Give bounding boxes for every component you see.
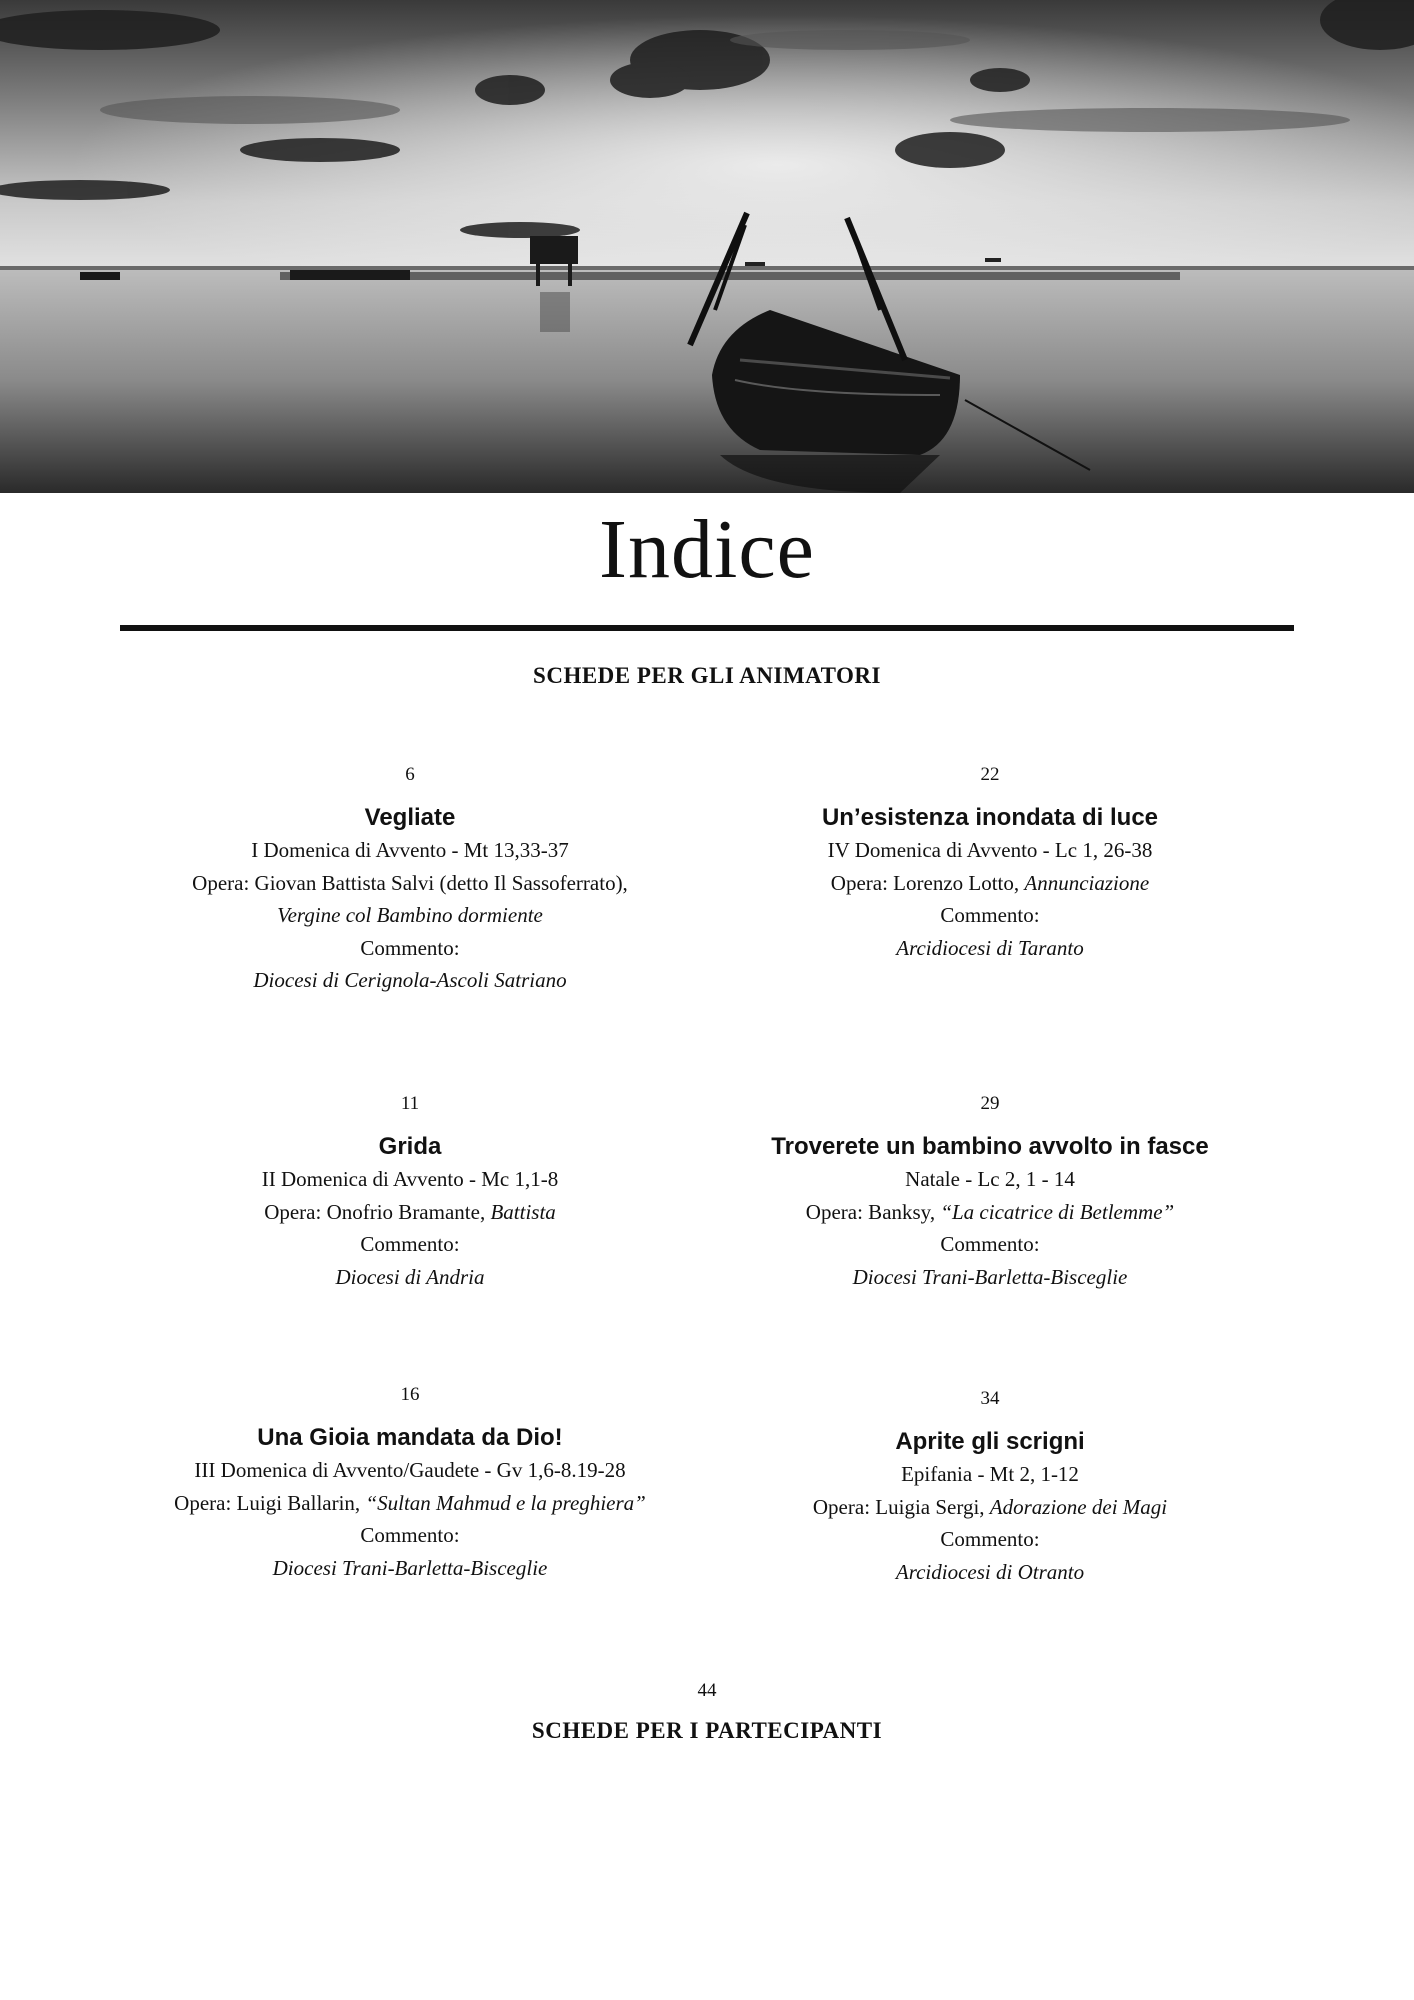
entry-title: Troverete un bambino avvolto in fasce — [771, 1133, 1209, 1160]
entry-reading: II Domenica di Avvento - Mc 1,1-8 — [261, 1167, 559, 1191]
footer-page-number: 44 — [697, 1680, 717, 1701]
entry-page-number: 29 — [980, 1093, 1000, 1114]
entry-work-prefix: Opera: Giovan Battista Salvi (detto Il Sassoferrato), — [192, 870, 628, 895]
entry-comment-label: Commento: — [360, 1232, 460, 1256]
entry-work-prefix: Opera: Luigi Ballarin, — [174, 1490, 366, 1515]
toc-entry[interactable] — [670, 1384, 1310, 1588]
title-divider — [120, 625, 1294, 631]
entry-title: Grida — [378, 1133, 442, 1160]
entry-work — [670, 1491, 1310, 1524]
seascape-illustration — [0, 0, 1414, 493]
entry-reading: Epifania - Mt 2, 1-12 — [901, 1462, 1079, 1486]
entry-comment-by: Diocesi di Andria — [335, 1264, 485, 1289]
entry-work — [90, 1196, 730, 1229]
toc-entry[interactable] — [670, 1089, 1310, 1293]
entry-reading: IV Domenica di Avvento - Lc 1, 26-38 — [827, 838, 1153, 862]
entry-work-prefix: Opera: Onofrio Bramante, — [264, 1199, 491, 1224]
entry-work — [670, 1196, 1310, 1229]
entry-page-number: 16 — [400, 1384, 420, 1405]
entry-comment-label: Commento: — [940, 903, 1040, 927]
entry-comment-by: Diocesi Trani-Barletta-Bisceglie — [852, 1264, 1128, 1289]
entry-reading: Natale - Lc 2, 1 - 14 — [905, 1167, 1075, 1191]
entry-title: Un’esistenza inondata di luce — [821, 804, 1159, 831]
entry-work — [90, 1487, 730, 1520]
entry-work-title: Adorazione dei Magi — [989, 1494, 1168, 1519]
entry-work — [670, 867, 1310, 900]
entry-comment-label: Commento: — [360, 935, 460, 960]
entry-title: Una Gioia mandata da Dio! — [257, 1424, 563, 1451]
entry-work-title: “Sultan Mahmud e la preghiera” — [365, 1490, 646, 1515]
entry-reading: I Domenica di Avvento - Mt 13,33-37 — [251, 838, 569, 862]
entry-page-number: 6 — [405, 764, 415, 785]
toc-entry[interactable] — [670, 760, 1310, 964]
toc-entry[interactable] — [90, 1089, 730, 1293]
entry-page-number: 22 — [980, 764, 1000, 785]
entry-comment-by: Diocesi di Cerignola-Ascoli Satriano — [253, 968, 567, 992]
entry-comment-label: Commento: — [360, 1523, 460, 1547]
entry-page-number: 11 — [400, 1093, 420, 1114]
entry-comment-by: Arcidiocesi di Otranto — [895, 1559, 1085, 1584]
entry-comment-label: Commento: — [940, 1527, 1040, 1551]
entry-work-title: “La cicatrice di Betlemme” — [940, 1199, 1175, 1224]
entry-work-prefix: Opera: Lorenzo Lotto, — [830, 870, 1025, 895]
hero-photo — [0, 0, 1414, 493]
entry-page-number: 34 — [980, 1388, 1000, 1409]
entry-comment-label: Commento: — [940, 1232, 1040, 1256]
toc-entry[interactable] — [90, 760, 730, 997]
section-title-animatori: SCHEDE PER GLI ANIMATORI — [533, 663, 881, 688]
entry-comment-by: Diocesi Trani-Barletta-Bisceglie — [272, 1555, 548, 1580]
section-title-partecipanti[interactable]: SCHEDE PER I PARTECIPANTI — [531, 1718, 883, 1743]
toc-entry[interactable] — [90, 1380, 730, 1584]
entry-title: Aprite gli scrigni — [895, 1428, 1085, 1455]
entry-work-title: Battista — [490, 1199, 556, 1224]
entry-work-title: Vergine col Bambino dormiente — [277, 903, 543, 927]
entry-work-prefix: Opera: Banksy, — [805, 1199, 941, 1224]
entry-work-title: Annunciazione — [1024, 870, 1150, 895]
entry-comment-by: Arcidiocesi di Taranto — [896, 935, 1084, 960]
page-title: Indice — [599, 503, 815, 596]
entry-work-prefix: Opera: Luigia Sergi, — [812, 1494, 990, 1519]
entry-title: Vegliate — [364, 804, 456, 831]
entry-reading: III Domenica di Avvento/Gaudete - Gv 1,6-8.19-28 — [194, 1458, 626, 1482]
